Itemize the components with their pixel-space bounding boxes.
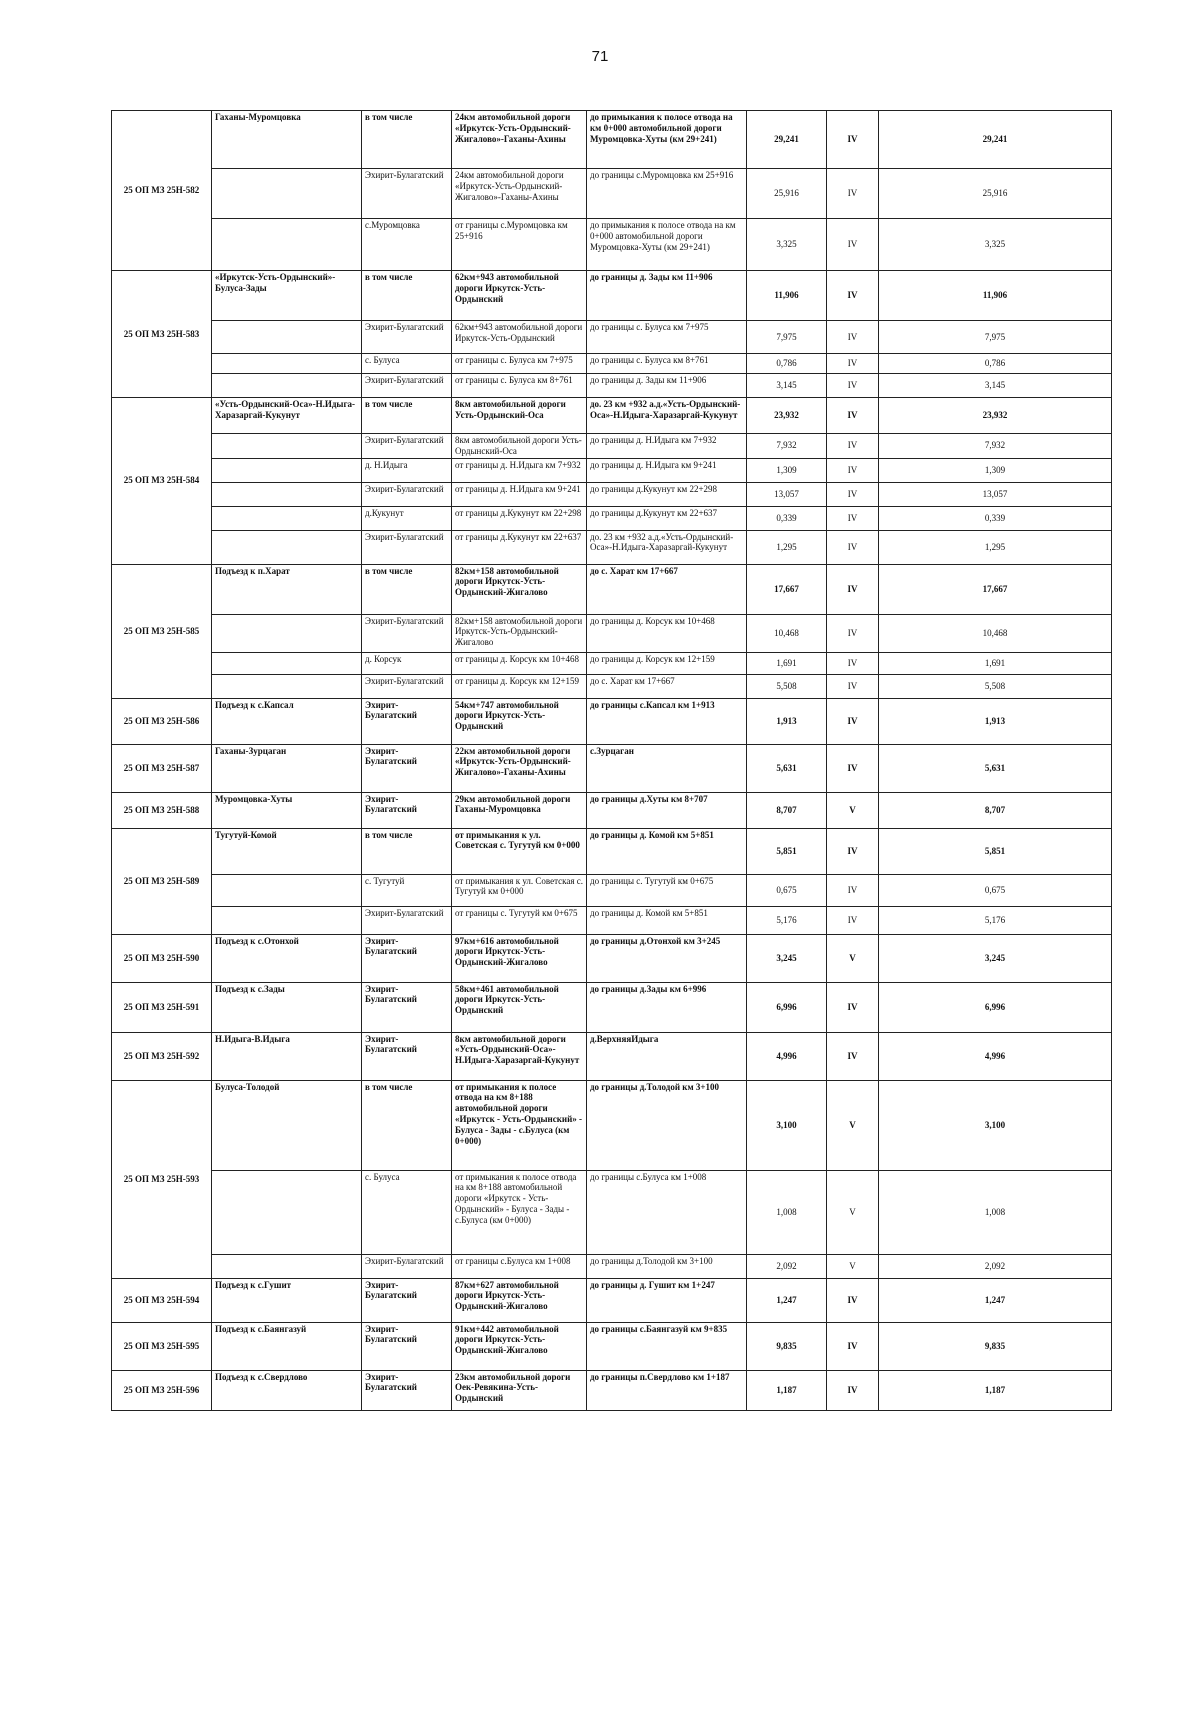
length-total-cell: 3,100 (879, 1080, 1112, 1170)
category-cell: IV (827, 398, 879, 434)
start-point-cell: 8км автомобильной дороги «Усть-Ордынский-Оса»-Н.Идыга-Харазаргай-Кукунут (452, 1032, 587, 1080)
end-point-cell: до границы с. Тугутуй км 0+675 (587, 874, 747, 906)
length-cell: 7,932 (747, 434, 827, 459)
length-cell: 9,835 (747, 1322, 827, 1370)
end-point-cell: до примыкания к полосе отвода на км 0+000 автомобильной дороги Муромцовка-Хуты (км 29+241) (587, 219, 747, 271)
category-cell: V (827, 792, 879, 828)
start-point-cell: от границы д. Корсук км 10+468 (452, 652, 587, 674)
table-row (112, 530, 1112, 564)
length-total-cell: 29,241 (879, 111, 1112, 169)
table-row (112, 1322, 1112, 1370)
road-code-cell: 25 ОП МЗ 25Н-591 (112, 982, 212, 1032)
settlement-cell: в том числе (362, 564, 452, 614)
start-point-cell: от границы д.Кукунут км 22+298 (452, 506, 587, 530)
start-point-cell: 82км+158 автомобильной дороги Иркутск-Усть-Ордынский-Жигалово (452, 614, 587, 652)
road-name-cell: Булуса-Толодой (212, 1080, 362, 1170)
length-total-cell: 6,996 (879, 982, 1112, 1032)
length-cell: 1,295 (747, 530, 827, 564)
length-total-cell: 0,675 (879, 874, 1112, 906)
table-row (112, 874, 1112, 906)
length-cell: 3,245 (747, 934, 827, 982)
table-row (112, 828, 1112, 874)
road-name-cell (212, 652, 362, 674)
start-point-cell: 24км автомобильной дороги «Иркутск-Усть-Ордынский-Жигалово»-Гаханы-Ахины (452, 169, 587, 219)
settlement-cell: Эхирит-Булагатский (362, 530, 452, 564)
road-code-cell: 25 ОП МЗ 25Н-587 (112, 744, 212, 792)
length-cell: 1,691 (747, 652, 827, 674)
length-cell: 0,675 (747, 874, 827, 906)
category-cell: IV (827, 354, 879, 374)
category-cell: IV (827, 874, 879, 906)
road-code-cell: 25 ОП МЗ 25Н-594 (112, 1278, 212, 1322)
table-row (112, 374, 1112, 398)
end-point-cell: до границы д.Кукунут км 22+298 (587, 482, 747, 506)
length-cell: 11,906 (747, 271, 827, 321)
end-point-cell: до границы д. Зады км 11+906 (587, 271, 747, 321)
end-point-cell: до примыкания к полосе отвода на км 0+000 автомобильной дороги Муромцовка-Хуты (км 29+241) (587, 111, 747, 169)
category-cell: IV (827, 982, 879, 1032)
length-total-cell: 5,631 (879, 744, 1112, 792)
length-cell: 8,707 (747, 792, 827, 828)
settlement-cell: Эхирит-Булагатский (362, 321, 452, 354)
settlement-cell: Эхирит-Булагатский (362, 482, 452, 506)
road-name-cell (212, 169, 362, 219)
settlement-cell: Эхирит-Булагатский (362, 674, 452, 698)
category-cell: IV (827, 530, 879, 564)
settlement-cell: д. Корсук (362, 652, 452, 674)
settlement-cell: Эхирит-Булагатский (362, 1278, 452, 1322)
length-total-cell: 5,508 (879, 674, 1112, 698)
length-total-cell: 1,295 (879, 530, 1112, 564)
road-code-cell: 25 ОП МЗ 25Н-593 (112, 1080, 212, 1278)
road-code-cell: 25 ОП МЗ 25Н-586 (112, 698, 212, 744)
road-code-cell: 25 ОП МЗ 25Н-584 (112, 398, 212, 565)
road-code-cell: 25 ОП МЗ 25Н-585 (112, 564, 212, 698)
end-point-cell: до с. Харат км 17+667 (587, 674, 747, 698)
length-cell: 1,187 (747, 1370, 827, 1410)
table-row (112, 614, 1112, 652)
length-total-cell: 5,176 (879, 906, 1112, 934)
start-point-cell: от примыкания к ул. Советская с. Тугутуй км 0+000 (452, 828, 587, 874)
start-point-cell: от примыкания к полосе отвода на км 8+188 автомобильной дороги «Иркутск - Усть-Ордынский» - Булуса - Зады - с.Булуса (км 0+000) (452, 1080, 587, 1170)
end-point-cell: до границы д. Комой км 5+851 (587, 828, 747, 874)
start-point-cell: 54км+747 автомобильной дороги Иркутск-Усть-Ордынский (452, 698, 587, 744)
end-point-cell: до границы д. Зады км 11+906 (587, 374, 747, 398)
table-row (112, 934, 1112, 982)
settlement-cell: д.Кукунут (362, 506, 452, 530)
start-point-cell: 58км+461 автомобильной дороги Иркутск-Усть-Ордынский (452, 982, 587, 1032)
length-total-cell: 8,707 (879, 792, 1112, 828)
road-code-cell: 25 ОП МЗ 25Н-588 (112, 792, 212, 828)
settlement-cell: Эхирит-Булагатский (362, 1032, 452, 1080)
length-cell: 3,100 (747, 1080, 827, 1170)
settlement-cell: Эхирит-Булагатский (362, 374, 452, 398)
settlement-cell: д. Н.Идыга (362, 458, 452, 482)
road-name-cell: Подъезд к с.Баянгазуй (212, 1322, 362, 1370)
category-cell: IV (827, 321, 879, 354)
length-total-cell: 10,468 (879, 614, 1112, 652)
length-total-cell: 13,057 (879, 482, 1112, 506)
road-code-cell: 25 ОП МЗ 25Н-582 (112, 111, 212, 271)
road-name-cell (212, 614, 362, 652)
category-cell: IV (827, 434, 879, 459)
length-total-cell: 3,145 (879, 374, 1112, 398)
end-point-cell: до границы с.Муромцовка км 25+916 (587, 169, 747, 219)
road-name-cell: Подъезд к с.Капсал (212, 698, 362, 744)
table-row (112, 1370, 1112, 1410)
end-point-cell: до границы п.Свердлово км 1+187 (587, 1370, 747, 1410)
end-point-cell: до границы д.Кукунут км 22+637 (587, 506, 747, 530)
end-point-cell: д.ВерхняяИдыга (587, 1032, 747, 1080)
start-point-cell: 82км+158 автомобильной дороги Иркутск-Усть-Ордынский-Жигалово (452, 564, 587, 614)
start-point-cell: 8км автомобильной дороги Усть-Ордынский-Оса (452, 398, 587, 434)
table-row (112, 674, 1112, 698)
length-cell: 29,241 (747, 111, 827, 169)
category-cell: IV (827, 828, 879, 874)
end-point-cell: до границы с.Булуса км 1+008 (587, 1170, 747, 1254)
road-name-cell (212, 530, 362, 564)
category-cell: IV (827, 506, 879, 530)
length-total-cell: 2,092 (879, 1254, 1112, 1278)
length-cell: 4,996 (747, 1032, 827, 1080)
table-row (112, 219, 1112, 271)
length-total-cell: 11,906 (879, 271, 1112, 321)
end-point-cell: до границы с. Булуса км 7+975 (587, 321, 747, 354)
end-point-cell: до границы д.Хуты км 8+707 (587, 792, 747, 828)
table-row (112, 458, 1112, 482)
table-row (112, 652, 1112, 674)
length-cell: 0,786 (747, 354, 827, 374)
table-row (112, 271, 1112, 321)
end-point-cell: до границы д. Корсук км 10+468 (587, 614, 747, 652)
length-cell: 5,508 (747, 674, 827, 698)
start-point-cell: от границы с. Булуса км 7+975 (452, 354, 587, 374)
length-cell: 1,309 (747, 458, 827, 482)
settlement-cell: с. Тугутуй (362, 874, 452, 906)
category-cell: IV (827, 271, 879, 321)
road-name-cell (212, 906, 362, 934)
start-point-cell: от примыкания к ул. Советская с. Тугутуй км 0+000 (452, 874, 587, 906)
category-cell: IV (827, 652, 879, 674)
category-cell: IV (827, 374, 879, 398)
table-row (112, 1254, 1112, 1278)
settlement-cell: Эхирит-Булагатский (362, 169, 452, 219)
length-total-cell: 1,187 (879, 1370, 1112, 1410)
category-cell: IV (827, 906, 879, 934)
length-total-cell: 3,245 (879, 934, 1112, 982)
settlement-cell: Эхирит-Булагатский (362, 744, 452, 792)
table-row (112, 506, 1112, 530)
length-total-cell: 17,667 (879, 564, 1112, 614)
road-name-cell (212, 458, 362, 482)
road-name-cell (212, 374, 362, 398)
table-row (112, 321, 1112, 354)
settlement-cell: в том числе (362, 398, 452, 434)
end-point-cell: до границы д. Н.Идыга км 7+932 (587, 434, 747, 459)
length-total-cell: 7,975 (879, 321, 1112, 354)
category-cell: IV (827, 482, 879, 506)
category-cell: IV (827, 674, 879, 698)
table-row (112, 169, 1112, 219)
start-point-cell: 91км+442 автомобильной дороги Иркутск-Усть-Ордынский-Жигалово (452, 1322, 587, 1370)
start-point-cell: 23км автомобильной дороги Оек-Ревякина-Усть-Ордынский (452, 1370, 587, 1410)
start-point-cell: от границы д. Корсук км 12+159 (452, 674, 587, 698)
settlement-cell: Эхирит-Булагатский (362, 982, 452, 1032)
table-row (112, 698, 1112, 744)
road-code-cell: 25 ОП МЗ 25Н-595 (112, 1322, 212, 1370)
category-cell: IV (827, 698, 879, 744)
road-name-cell: Тугутуй-Комой (212, 828, 362, 874)
start-point-cell: от примыкания к полосе отвода на км 8+188 автомобильной дороги «Иркутск - Усть-Ордынский» - Булуса - Зады - с.Булуса (км 0+000) (452, 1170, 587, 1254)
length-cell: 13,057 (747, 482, 827, 506)
road-name-cell (212, 674, 362, 698)
category-cell: IV (827, 614, 879, 652)
end-point-cell: до границы д. Комой км 5+851 (587, 906, 747, 934)
start-point-cell: 22км автомобильной дороги «Иркутск-Усть-Ордынский-Жигалово»-Гаханы-Ахины (452, 744, 587, 792)
settlement-cell: Эхирит-Булагатский (362, 906, 452, 934)
settlement-cell: в том числе (362, 828, 452, 874)
end-point-cell: до с. Харат км 17+667 (587, 564, 747, 614)
end-point-cell: до границы д.Толодой км 3+100 (587, 1254, 747, 1278)
road-code-cell: 25 ОП МЗ 25Н-589 (112, 828, 212, 934)
category-cell: IV (827, 1370, 879, 1410)
road-code-cell: 25 ОП МЗ 25Н-596 (112, 1370, 212, 1410)
length-total-cell: 3,325 (879, 219, 1112, 271)
category-cell: IV (827, 744, 879, 792)
end-point-cell: до границы д.Толодой км 3+100 (587, 1080, 747, 1170)
category-cell: IV (827, 564, 879, 614)
start-point-cell: от границы д.Кукунут км 22+637 (452, 530, 587, 564)
settlement-cell: Эхирит-Булагатский (362, 1370, 452, 1410)
length-cell: 6,996 (747, 982, 827, 1032)
length-total-cell: 9,835 (879, 1322, 1112, 1370)
settlement-cell: в том числе (362, 1080, 452, 1170)
table-row (112, 1170, 1112, 1254)
end-point-cell: до границы д. Н.Идыга км 9+241 (587, 458, 747, 482)
table-row (112, 1032, 1112, 1080)
category-cell: V (827, 1170, 879, 1254)
end-point-cell: до границы д. Корсук км 12+159 (587, 652, 747, 674)
table-row (112, 1278, 1112, 1322)
road-name-cell: Подъезд к с.Гушит (212, 1278, 362, 1322)
length-cell: 23,932 (747, 398, 827, 434)
settlement-cell: с. Булуса (362, 1170, 452, 1254)
length-cell: 3,145 (747, 374, 827, 398)
road-name-cell (212, 434, 362, 459)
settlement-cell: с. Булуса (362, 354, 452, 374)
roads-table (111, 110, 1112, 1411)
table-row (112, 398, 1112, 434)
start-point-cell: от границы с. Булуса км 8+761 (452, 374, 587, 398)
length-total-cell: 1,691 (879, 652, 1112, 674)
length-total-cell: 1,913 (879, 698, 1112, 744)
start-point-cell: от границы с.Муромцовка км 25+916 (452, 219, 587, 271)
end-point-cell: до границы д. Гушит км 1+247 (587, 1278, 747, 1322)
table-row (112, 354, 1112, 374)
category-cell: V (827, 1080, 879, 1170)
length-cell: 17,667 (747, 564, 827, 614)
length-cell: 1,913 (747, 698, 827, 744)
road-name-cell: Н.Идыга-В.Идыга (212, 1032, 362, 1080)
length-cell: 5,176 (747, 906, 827, 934)
start-point-cell: 87км+627 автомобильной дороги Иркутск-Усть-Ордынский-Жигалово (452, 1278, 587, 1322)
category-cell: IV (827, 1322, 879, 1370)
road-name-cell: Подъезд к с.Зады (212, 982, 362, 1032)
table-row (112, 1080, 1112, 1170)
length-total-cell: 7,932 (879, 434, 1112, 459)
road-name-cell (212, 874, 362, 906)
end-point-cell: до границы с.Капсал км 1+913 (587, 698, 747, 744)
road-name-cell (212, 219, 362, 271)
start-point-cell: 62км+943 автомобильной дороги Иркутск-Усть-Ордынский (452, 271, 587, 321)
end-point-cell: до. 23 км +932 а.д.«Усть-Ордынский-Оса»-Н.Идыга-Харазаргай-Кукунут (587, 530, 747, 564)
start-point-cell: 24км автомобильной дороги «Иркутск-Усть-Ордынский-Жигалово»-Гаханы-Ахины (452, 111, 587, 169)
start-point-cell: 8км автомобильной дороги Усть-Ордынский-Оса (452, 434, 587, 459)
length-total-cell: 5,851 (879, 828, 1112, 874)
length-cell: 0,339 (747, 506, 827, 530)
start-point-cell: 62км+943 автомобильной дороги Иркутск-Усть-Ордынский (452, 321, 587, 354)
end-point-cell: до границы с. Булуса км 8+761 (587, 354, 747, 374)
table-row (112, 482, 1112, 506)
table-row (112, 434, 1112, 459)
road-name-cell (212, 354, 362, 374)
length-total-cell: 1,247 (879, 1278, 1112, 1322)
end-point-cell: до. 23 км +932 а.д.«Усть-Ордынский-Оса»-Н.Идыга-Харазаргай-Кукунут (587, 398, 747, 434)
road-name-cell (212, 1170, 362, 1254)
road-name-cell: Муромцовка-Хуты (212, 792, 362, 828)
length-cell: 5,631 (747, 744, 827, 792)
road-name-cell: «Усть-Ордынский-Оса»-Н.Идыга-Харазаргай-Кукунут (212, 398, 362, 434)
road-code-cell: 25 ОП МЗ 25Н-590 (112, 934, 212, 982)
roads-table-body (112, 111, 1112, 1411)
length-total-cell: 25,916 (879, 169, 1112, 219)
road-name-cell: «Иркутск-Усть-Ордынский»-Булуса-Зады (212, 271, 362, 321)
category-cell: IV (827, 219, 879, 271)
category-cell: IV (827, 458, 879, 482)
page-number: 71 (591, 48, 609, 65)
road-name-cell: Подъезд к с.Отонхой (212, 934, 362, 982)
table-row (112, 906, 1112, 934)
road-code-cell: 25 ОП МЗ 25Н-583 (112, 271, 212, 398)
length-total-cell: 0,786 (879, 354, 1112, 374)
start-point-cell: от границы с. Тугутуй км 0+675 (452, 906, 587, 934)
settlement-cell: Эхирит-Булагатский (362, 792, 452, 828)
length-total-cell: 0,339 (879, 506, 1112, 530)
length-total-cell: 1,309 (879, 458, 1112, 482)
end-point-cell: с.Зурцаган (587, 744, 747, 792)
settlement-cell: в том числе (362, 111, 452, 169)
length-total-cell: 23,932 (879, 398, 1112, 434)
settlement-cell: Эхирит-Булагатский (362, 434, 452, 459)
category-cell: IV (827, 111, 879, 169)
table-row (112, 744, 1112, 792)
table-row (112, 792, 1112, 828)
length-cell: 5,851 (747, 828, 827, 874)
category-cell: IV (827, 169, 879, 219)
road-name-cell: Подъезд к с.Свердлово (212, 1370, 362, 1410)
end-point-cell: до границы д.Отонхой км 3+245 (587, 934, 747, 982)
end-point-cell: до границы с.Баянгазуй км 9+835 (587, 1322, 747, 1370)
length-cell: 10,468 (747, 614, 827, 652)
start-point-cell: 29км автомобильной дороги Гаханы-Муромцовка (452, 792, 587, 828)
settlement-cell: Эхирит-Булагатский (362, 1254, 452, 1278)
start-point-cell: от границы с.Булуса км 1+008 (452, 1254, 587, 1278)
length-cell: 25,916 (747, 169, 827, 219)
settlement-cell: Эхирит-Булагатский (362, 1322, 452, 1370)
length-cell: 1,008 (747, 1170, 827, 1254)
road-name-cell: Гаханы-Муромцовка (212, 111, 362, 169)
road-code-cell: 25 ОП МЗ 25Н-592 (112, 1032, 212, 1080)
start-point-cell: 97км+616 автомобильной дороги Иркутск-Усть-Ордынский-Жигалово (452, 934, 587, 982)
table-row (112, 982, 1112, 1032)
category-cell: V (827, 934, 879, 982)
category-cell: IV (827, 1278, 879, 1322)
category-cell: IV (827, 1032, 879, 1080)
road-name-cell (212, 506, 362, 530)
table-row (112, 564, 1112, 614)
category-cell: V (827, 1254, 879, 1278)
table-row (112, 111, 1112, 169)
start-point-cell: от границы д. Н.Идыга км 9+241 (452, 482, 587, 506)
length-cell: 7,975 (747, 321, 827, 354)
road-name-cell: Гаханы-Зурцаган (212, 744, 362, 792)
settlement-cell: Эхирит-Булагатский (362, 698, 452, 744)
road-name-cell (212, 482, 362, 506)
road-name-cell (212, 321, 362, 354)
length-cell: 3,325 (747, 219, 827, 271)
settlement-cell: с.Муромцовка (362, 219, 452, 271)
length-cell: 2,092 (747, 1254, 827, 1278)
length-total-cell: 4,996 (879, 1032, 1112, 1080)
length-cell: 1,247 (747, 1278, 827, 1322)
end-point-cell: до границы д.Зады км 6+996 (587, 982, 747, 1032)
settlement-cell: в том числе (362, 271, 452, 321)
settlement-cell: Эхирит-Булагатский (362, 614, 452, 652)
start-point-cell: от границы д. Н.Идыга км 7+932 (452, 458, 587, 482)
road-name-cell (212, 1254, 362, 1278)
length-total-cell: 1,008 (879, 1170, 1112, 1254)
settlement-cell: Эхирит-Булагатский (362, 934, 452, 982)
road-name-cell: Подъезд к п.Харат (212, 564, 362, 614)
